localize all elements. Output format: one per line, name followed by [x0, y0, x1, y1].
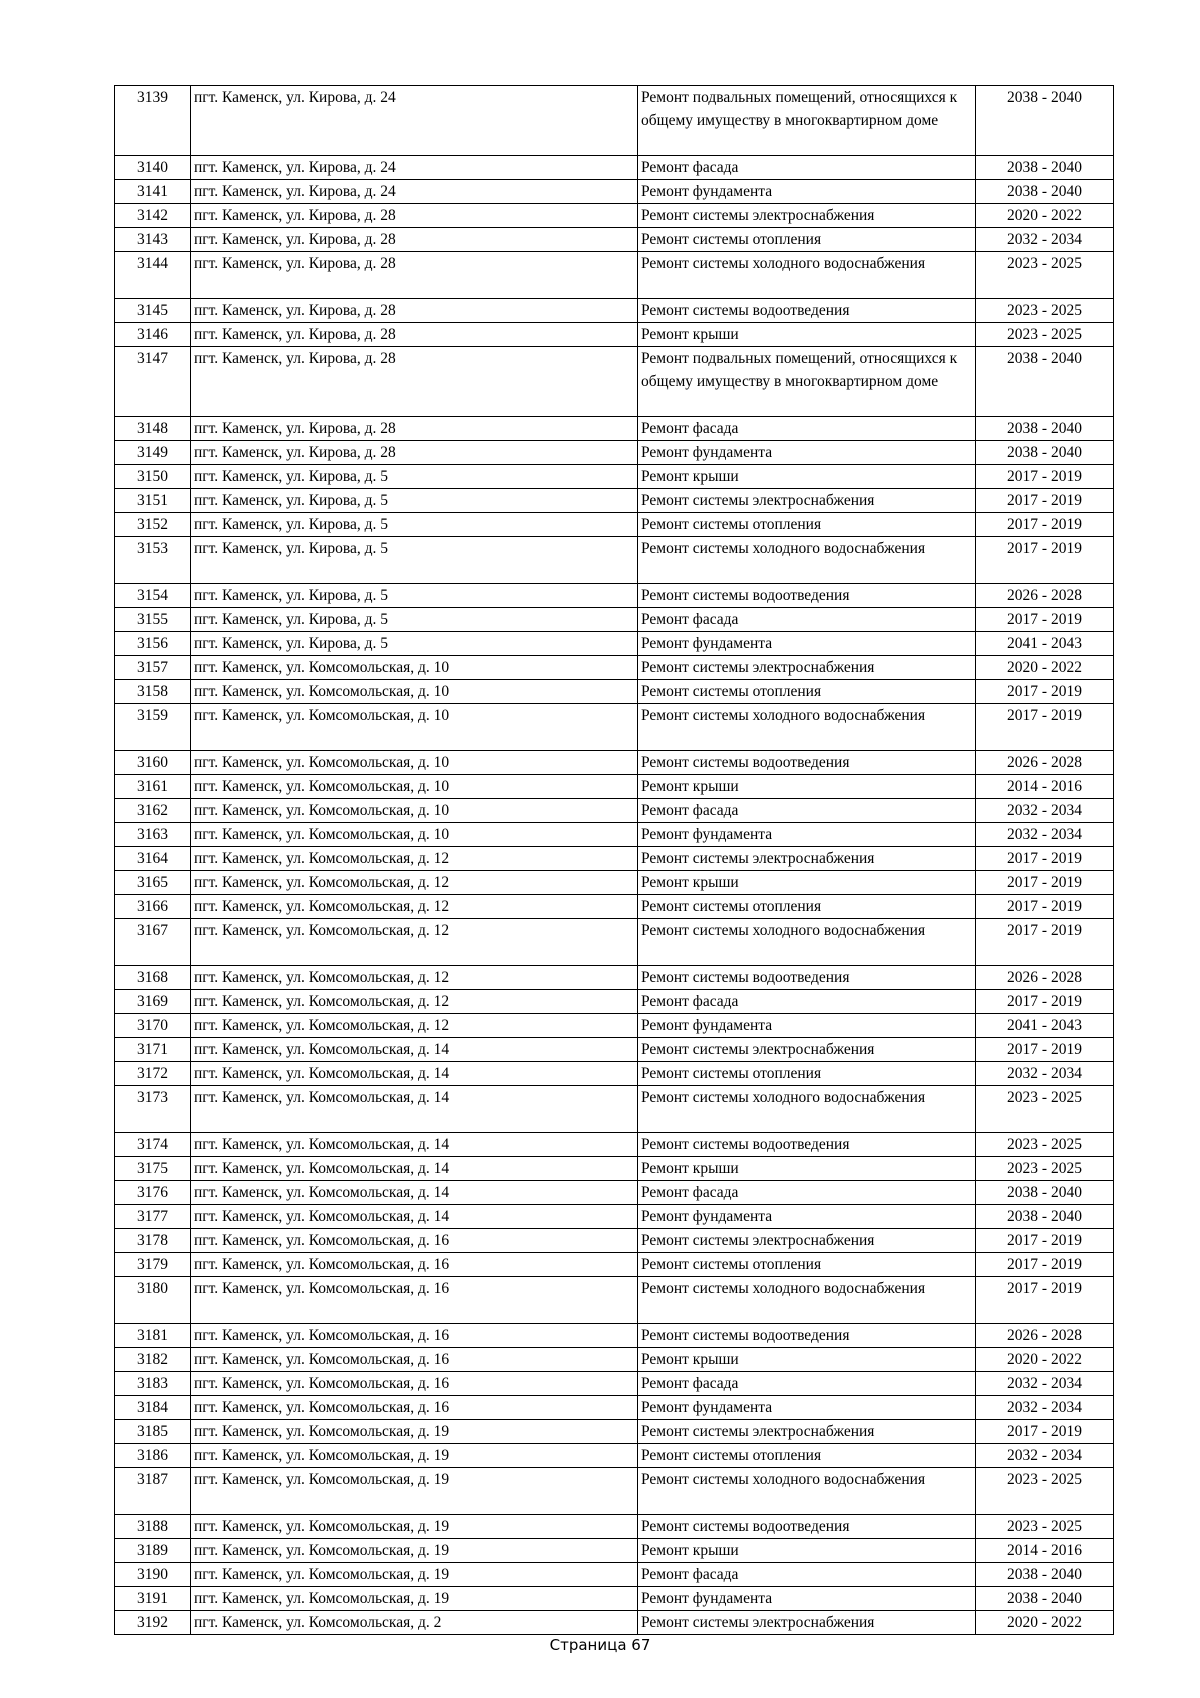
period-cell: 2017 - 2019 [976, 919, 1114, 966]
work-type-cell: Ремонт системы электроснабжения [638, 1611, 976, 1635]
table-row [115, 1014, 1114, 1038]
work-type-cell: Ремонт фасада [638, 1563, 976, 1587]
period-cell: 2026 - 2028 [976, 966, 1114, 990]
address-cell: пгт. Каменск, ул. Комсомольская, д. 10 [191, 775, 638, 799]
period-cell: 2017 - 2019 [976, 847, 1114, 871]
period-cell: 2023 - 2025 [976, 1157, 1114, 1181]
row-number-cell: 3187 [115, 1468, 191, 1515]
address-cell: пгт. Каменск, ул. Кирова, д. 24 [191, 86, 638, 156]
work-type-cell: Ремонт подвальных помещений, относящихся к общему имуществу в многоквартирном доме [638, 86, 976, 156]
period-cell: 2014 - 2016 [976, 1539, 1114, 1563]
table-row [115, 1539, 1114, 1563]
address-cell: пгт. Каменск, ул. Комсомольская, д. 16 [191, 1229, 638, 1253]
table-row [115, 86, 1114, 156]
table-row [115, 1468, 1114, 1515]
address-cell: пгт. Каменск, ул. Кирова, д. 5 [191, 608, 638, 632]
table-row [115, 1348, 1114, 1372]
period-cell: 2038 - 2040 [976, 347, 1114, 417]
address-cell: пгт. Каменск, ул. Кирова, д. 5 [191, 489, 638, 513]
row-number-cell: 3147 [115, 347, 191, 417]
period-cell: 2038 - 2040 [976, 1181, 1114, 1205]
row-number-cell: 3151 [115, 489, 191, 513]
row-number-cell: 3156 [115, 632, 191, 656]
period-cell: 2038 - 2040 [976, 156, 1114, 180]
work-type-cell: Ремонт системы холодного водоснабжения [638, 252, 976, 299]
address-cell: пгт. Каменск, ул. Комсомольская, д. 10 [191, 680, 638, 704]
row-number-cell: 3157 [115, 656, 191, 680]
row-number-cell: 3174 [115, 1133, 191, 1157]
table-row [115, 1372, 1114, 1396]
table-row [115, 1086, 1114, 1133]
work-type-cell: Ремонт системы отопления [638, 1253, 976, 1277]
address-cell: пгт. Каменск, ул. Кирова, д. 28 [191, 347, 638, 417]
period-cell: 2017 - 2019 [976, 990, 1114, 1014]
period-cell: 2032 - 2034 [976, 1372, 1114, 1396]
row-number-cell: 3150 [115, 465, 191, 489]
row-number-cell: 3166 [115, 895, 191, 919]
table-row [115, 871, 1114, 895]
row-number-cell: 3181 [115, 1324, 191, 1348]
address-cell: пгт. Каменск, ул. Комсомольская, д. 10 [191, 751, 638, 775]
work-type-cell: Ремонт системы электроснабжения [638, 1038, 976, 1062]
work-type-cell: Ремонт подвальных помещений, относящихся к общему имуществу в многоквартирном доме [638, 347, 976, 417]
row-number-cell: 3186 [115, 1444, 191, 1468]
address-cell: пгт. Каменск, ул. Кирова, д. 5 [191, 584, 638, 608]
table-row [115, 417, 1114, 441]
row-number-cell: 3162 [115, 799, 191, 823]
work-type-cell: Ремонт системы отопления [638, 1062, 976, 1086]
work-type-cell: Ремонт системы холодного водоснабжения [638, 1468, 976, 1515]
work-type-cell: Ремонт фасада [638, 799, 976, 823]
work-type-cell: Ремонт системы холодного водоснабжения [638, 919, 976, 966]
work-type-cell: Ремонт системы электроснабжения [638, 656, 976, 680]
address-cell: пгт. Каменск, ул. Комсомольская, д. 19 [191, 1444, 638, 1468]
row-number-cell: 3146 [115, 323, 191, 347]
period-cell: 2041 - 2043 [976, 632, 1114, 656]
table-row [115, 513, 1114, 537]
row-number-cell: 3170 [115, 1014, 191, 1038]
work-type-cell: Ремонт системы водоотведения [638, 966, 976, 990]
period-cell: 2020 - 2022 [976, 1611, 1114, 1635]
row-number-cell: 3189 [115, 1539, 191, 1563]
address-cell: пгт. Каменск, ул. Комсомольская, д. 14 [191, 1181, 638, 1205]
period-cell: 2023 - 2025 [976, 1468, 1114, 1515]
row-number-cell: 3180 [115, 1277, 191, 1324]
row-number-cell: 3175 [115, 1157, 191, 1181]
work-type-cell: Ремонт системы электроснабжения [638, 1229, 976, 1253]
table-row [115, 584, 1114, 608]
address-cell: пгт. Каменск, ул. Комсомольская, д. 14 [191, 1038, 638, 1062]
period-cell: 2023 - 2025 [976, 323, 1114, 347]
row-number-cell: 3179 [115, 1253, 191, 1277]
address-cell: пгт. Каменск, ул. Кирова, д. 5 [191, 513, 638, 537]
table-row [115, 323, 1114, 347]
address-cell: пгт. Каменск, ул. Комсомольская, д. 19 [191, 1587, 638, 1611]
address-cell: пгт. Каменск, ул. Комсомольская, д. 10 [191, 704, 638, 751]
row-number-cell: 3149 [115, 441, 191, 465]
table-row [115, 1324, 1114, 1348]
period-cell: 2038 - 2040 [976, 417, 1114, 441]
period-cell: 2017 - 2019 [976, 1038, 1114, 1062]
row-number-cell: 3182 [115, 1348, 191, 1372]
address-cell: пгт. Каменск, ул. Комсомольская, д. 12 [191, 966, 638, 990]
work-type-cell: Ремонт системы водоотведения [638, 1515, 976, 1539]
work-type-cell: Ремонт фасада [638, 608, 976, 632]
table-row [115, 1133, 1114, 1157]
row-number-cell: 3143 [115, 228, 191, 252]
table-row [115, 1587, 1114, 1611]
row-number-cell: 3171 [115, 1038, 191, 1062]
row-number-cell: 3159 [115, 704, 191, 751]
row-number-cell: 3178 [115, 1229, 191, 1253]
work-type-cell: Ремонт крыши [638, 871, 976, 895]
address-cell: пгт. Каменск, ул. Кирова, д. 24 [191, 180, 638, 204]
table-row [115, 228, 1114, 252]
period-cell: 2041 - 2043 [976, 1014, 1114, 1038]
period-cell: 2017 - 2019 [976, 704, 1114, 751]
table-row [115, 895, 1114, 919]
work-type-cell: Ремонт крыши [638, 1157, 976, 1181]
period-cell: 2026 - 2028 [976, 751, 1114, 775]
period-cell: 2017 - 2019 [976, 513, 1114, 537]
period-cell: 2032 - 2034 [976, 799, 1114, 823]
row-number-cell: 3160 [115, 751, 191, 775]
period-cell: 2017 - 2019 [976, 1420, 1114, 1444]
row-number-cell: 3167 [115, 919, 191, 966]
address-cell: пгт. Каменск, ул. Комсомольская, д. 12 [191, 847, 638, 871]
table-row [115, 204, 1114, 228]
address-cell: пгт. Каменск, ул. Комсомольская, д. 2 [191, 1611, 638, 1635]
row-number-cell: 3163 [115, 823, 191, 847]
row-number-cell: 3185 [115, 1420, 191, 1444]
period-cell: 2038 - 2040 [976, 180, 1114, 204]
period-cell: 2023 - 2025 [976, 299, 1114, 323]
period-cell: 2017 - 2019 [976, 1277, 1114, 1324]
table-row [115, 632, 1114, 656]
period-cell: 2017 - 2019 [976, 489, 1114, 513]
table-row [115, 704, 1114, 751]
address-cell: пгт. Каменск, ул. Комсомольская, д. 12 [191, 1014, 638, 1038]
works-table [114, 85, 1114, 1635]
row-number-cell: 3153 [115, 537, 191, 584]
period-cell: 2017 - 2019 [976, 680, 1114, 704]
address-cell: пгт. Каменск, ул. Комсомольская, д. 10 [191, 823, 638, 847]
address-cell: пгт. Каменск, ул. Комсомольская, д. 14 [191, 1086, 638, 1133]
row-number-cell: 3139 [115, 86, 191, 156]
period-cell: 2020 - 2022 [976, 204, 1114, 228]
work-type-cell: Ремонт системы отопления [638, 228, 976, 252]
period-cell: 2032 - 2034 [976, 1396, 1114, 1420]
table-row [115, 799, 1114, 823]
period-cell: 2023 - 2025 [976, 1515, 1114, 1539]
row-number-cell: 3190 [115, 1563, 191, 1587]
period-cell: 2017 - 2019 [976, 1253, 1114, 1277]
period-cell: 2038 - 2040 [976, 1587, 1114, 1611]
address-cell: пгт. Каменск, ул. Комсомольская, д. 12 [191, 919, 638, 966]
address-cell: пгт. Каменск, ул. Комсомольская, д. 16 [191, 1372, 638, 1396]
table-row [115, 1611, 1114, 1635]
address-cell: пгт. Каменск, ул. Кирова, д. 5 [191, 465, 638, 489]
address-cell: пгт. Каменск, ул. Комсомольская, д. 14 [191, 1205, 638, 1229]
work-type-cell: Ремонт системы холодного водоснабжения [638, 704, 976, 751]
period-cell: 2020 - 2022 [976, 1348, 1114, 1372]
address-cell: пгт. Каменск, ул. Кирова, д. 24 [191, 156, 638, 180]
table-row [115, 680, 1114, 704]
address-cell: пгт. Каменск, ул. Комсомольская, д. 19 [191, 1563, 638, 1587]
address-cell: пгт. Каменск, ул. Кирова, д. 28 [191, 299, 638, 323]
period-cell: 2017 - 2019 [976, 537, 1114, 584]
row-number-cell: 3192 [115, 1611, 191, 1635]
work-type-cell: Ремонт фасада [638, 990, 976, 1014]
work-type-cell: Ремонт системы электроснабжения [638, 847, 976, 871]
table-row [115, 1515, 1114, 1539]
table-row [115, 751, 1114, 775]
row-number-cell: 3154 [115, 584, 191, 608]
address-cell: пгт. Каменск, ул. Кирова, д. 28 [191, 204, 638, 228]
period-cell: 2026 - 2028 [976, 1324, 1114, 1348]
address-cell: пгт. Каменск, ул. Комсомольская, д. 14 [191, 1133, 638, 1157]
table-row [115, 441, 1114, 465]
table-row [115, 608, 1114, 632]
row-number-cell: 3164 [115, 847, 191, 871]
address-cell: пгт. Каменск, ул. Комсомольская, д. 16 [191, 1277, 638, 1324]
address-cell: пгт. Каменск, ул. Комсомольская, д. 14 [191, 1157, 638, 1181]
work-type-cell: Ремонт крыши [638, 1539, 976, 1563]
table-row [115, 1157, 1114, 1181]
work-type-cell: Ремонт фундамента [638, 1396, 976, 1420]
address-cell: пгт. Каменск, ул. Комсомольская, д. 10 [191, 656, 638, 680]
row-number-cell: 3184 [115, 1396, 191, 1420]
work-type-cell: Ремонт фундамента [638, 1014, 976, 1038]
period-cell: 2023 - 2025 [976, 1133, 1114, 1157]
table-row [115, 180, 1114, 204]
work-type-cell: Ремонт системы водоотведения [638, 299, 976, 323]
table-row [115, 537, 1114, 584]
row-number-cell: 3177 [115, 1205, 191, 1229]
period-cell: 2014 - 2016 [976, 775, 1114, 799]
period-cell: 2017 - 2019 [976, 1229, 1114, 1253]
work-type-cell: Ремонт крыши [638, 775, 976, 799]
table-row [115, 919, 1114, 966]
address-cell: пгт. Каменск, ул. Комсомольская, д. 12 [191, 895, 638, 919]
work-type-cell: Ремонт фасада [638, 156, 976, 180]
row-number-cell: 3141 [115, 180, 191, 204]
address-cell: пгт. Каменск, ул. Комсомольская, д. 14 [191, 1062, 638, 1086]
row-number-cell: 3142 [115, 204, 191, 228]
work-type-cell: Ремонт системы холодного водоснабжения [638, 1277, 976, 1324]
address-cell: пгт. Каменск, ул. Комсомольская, д. 12 [191, 990, 638, 1014]
work-type-cell: Ремонт крыши [638, 465, 976, 489]
address-cell: пгт. Каменск, ул. Комсомольская, д. 16 [191, 1396, 638, 1420]
table-row [115, 156, 1114, 180]
table-row [115, 775, 1114, 799]
period-cell: 2026 - 2028 [976, 584, 1114, 608]
work-type-cell: Ремонт фундамента [638, 632, 976, 656]
address-cell: пгт. Каменск, ул. Комсомольская, д. 12 [191, 871, 638, 895]
table-row [115, 847, 1114, 871]
period-cell: 2032 - 2034 [976, 823, 1114, 847]
row-number-cell: 3161 [115, 775, 191, 799]
period-cell: 2032 - 2034 [976, 228, 1114, 252]
work-type-cell: Ремонт крыши [638, 1348, 976, 1372]
address-cell: пгт. Каменск, ул. Комсомольская, д. 10 [191, 799, 638, 823]
table-row [115, 347, 1114, 417]
work-type-cell: Ремонт системы водоотведения [638, 1324, 976, 1348]
work-type-cell: Ремонт системы отопления [638, 1444, 976, 1468]
table-row [115, 252, 1114, 299]
row-number-cell: 3188 [115, 1515, 191, 1539]
period-cell: 2032 - 2034 [976, 1062, 1114, 1086]
row-number-cell: 3145 [115, 299, 191, 323]
address-cell: пгт. Каменск, ул. Кирова, д. 28 [191, 441, 638, 465]
table-row [115, 1420, 1114, 1444]
work-type-cell: Ремонт системы холодного водоснабжения [638, 1086, 976, 1133]
table-row [115, 1396, 1114, 1420]
row-number-cell: 3172 [115, 1062, 191, 1086]
works-table-body [115, 86, 1114, 1635]
work-type-cell: Ремонт системы отопления [638, 680, 976, 704]
address-cell: пгт. Каменск, ул. Комсомольская, д. 19 [191, 1420, 638, 1444]
work-type-cell: Ремонт системы электроснабжения [638, 1420, 976, 1444]
address-cell: пгт. Каменск, ул. Комсомольская, д. 16 [191, 1253, 638, 1277]
table-row [115, 1229, 1114, 1253]
period-cell: 2017 - 2019 [976, 871, 1114, 895]
table-row [115, 1062, 1114, 1086]
table-row [115, 1277, 1114, 1324]
address-cell: пгт. Каменск, ул. Кирова, д. 28 [191, 417, 638, 441]
row-number-cell: 3158 [115, 680, 191, 704]
row-number-cell: 3173 [115, 1086, 191, 1133]
address-cell: пгт. Каменск, ул. Кирова, д. 5 [191, 632, 638, 656]
table-row [115, 465, 1114, 489]
period-cell: 2017 - 2019 [976, 895, 1114, 919]
table-row [115, 656, 1114, 680]
table-row [115, 489, 1114, 513]
row-number-cell: 3152 [115, 513, 191, 537]
table-row [115, 1205, 1114, 1229]
address-cell: пгт. Каменск, ул. Кирова, д. 28 [191, 228, 638, 252]
address-cell: пгт. Каменск, ул. Комсомольская, д. 19 [191, 1539, 638, 1563]
table-row [115, 990, 1114, 1014]
period-cell: 2017 - 2019 [976, 465, 1114, 489]
work-type-cell: Ремонт фасада [638, 417, 976, 441]
address-cell: пгт. Каменск, ул. Кирова, д. 5 [191, 537, 638, 584]
table-row [115, 966, 1114, 990]
work-type-cell: Ремонт фундамента [638, 441, 976, 465]
work-type-cell: Ремонт системы холодного водоснабжения [638, 537, 976, 584]
table-row [115, 299, 1114, 323]
work-type-cell: Ремонт фасада [638, 1372, 976, 1396]
period-cell: 2038 - 2040 [976, 441, 1114, 465]
table-row [115, 1444, 1114, 1468]
work-type-cell: Ремонт системы водоотведения [638, 751, 976, 775]
period-cell: 2032 - 2034 [976, 1444, 1114, 1468]
address-cell: пгт. Каменск, ул. Комсомольская, д. 19 [191, 1468, 638, 1515]
work-type-cell: Ремонт системы отопления [638, 895, 976, 919]
row-number-cell: 3148 [115, 417, 191, 441]
period-cell: 2038 - 2040 [976, 86, 1114, 156]
row-number-cell: 3155 [115, 608, 191, 632]
work-type-cell: Ремонт системы отопления [638, 513, 976, 537]
address-cell: пгт. Каменск, ул. Кирова, д. 28 [191, 323, 638, 347]
work-type-cell: Ремонт крыши [638, 323, 976, 347]
row-number-cell: 3191 [115, 1587, 191, 1611]
work-type-cell: Ремонт фундамента [638, 1205, 976, 1229]
address-cell: пгт. Каменск, ул. Кирова, д. 28 [191, 252, 638, 299]
work-type-cell: Ремонт системы водоотведения [638, 1133, 976, 1157]
table-row [115, 1181, 1114, 1205]
work-type-cell: Ремонт системы электроснабжения [638, 204, 976, 228]
row-number-cell: 3165 [115, 871, 191, 895]
table-row [115, 1563, 1114, 1587]
address-cell: пгт. Каменск, ул. Комсомольская, д. 19 [191, 1515, 638, 1539]
period-cell: 2023 - 2025 [976, 252, 1114, 299]
work-type-cell: Ремонт фундамента [638, 823, 976, 847]
work-type-cell: Ремонт фасада [638, 1181, 976, 1205]
row-number-cell: 3176 [115, 1181, 191, 1205]
row-number-cell: 3144 [115, 252, 191, 299]
row-number-cell: 3140 [115, 156, 191, 180]
address-cell: пгт. Каменск, ул. Комсомольская, д. 16 [191, 1348, 638, 1372]
table-row [115, 823, 1114, 847]
row-number-cell: 3168 [115, 966, 191, 990]
work-type-cell: Ремонт фундамента [638, 1587, 976, 1611]
period-cell: 2020 - 2022 [976, 656, 1114, 680]
table-row [115, 1253, 1114, 1277]
work-type-cell: Ремонт системы электроснабжения [638, 489, 976, 513]
period-cell: 2038 - 2040 [976, 1563, 1114, 1587]
address-cell: пгт. Каменск, ул. Комсомольская, д. 16 [191, 1324, 638, 1348]
row-number-cell: 3169 [115, 990, 191, 1014]
work-type-cell: Ремонт фундамента [638, 180, 976, 204]
period-cell: 2038 - 2040 [976, 1205, 1114, 1229]
work-type-cell: Ремонт системы водоотведения [638, 584, 976, 608]
row-number-cell: 3183 [115, 1372, 191, 1396]
table-row [115, 1038, 1114, 1062]
page-number: Страница 67 [549, 1636, 651, 1654]
period-cell: 2023 - 2025 [976, 1086, 1114, 1133]
period-cell: 2017 - 2019 [976, 608, 1114, 632]
